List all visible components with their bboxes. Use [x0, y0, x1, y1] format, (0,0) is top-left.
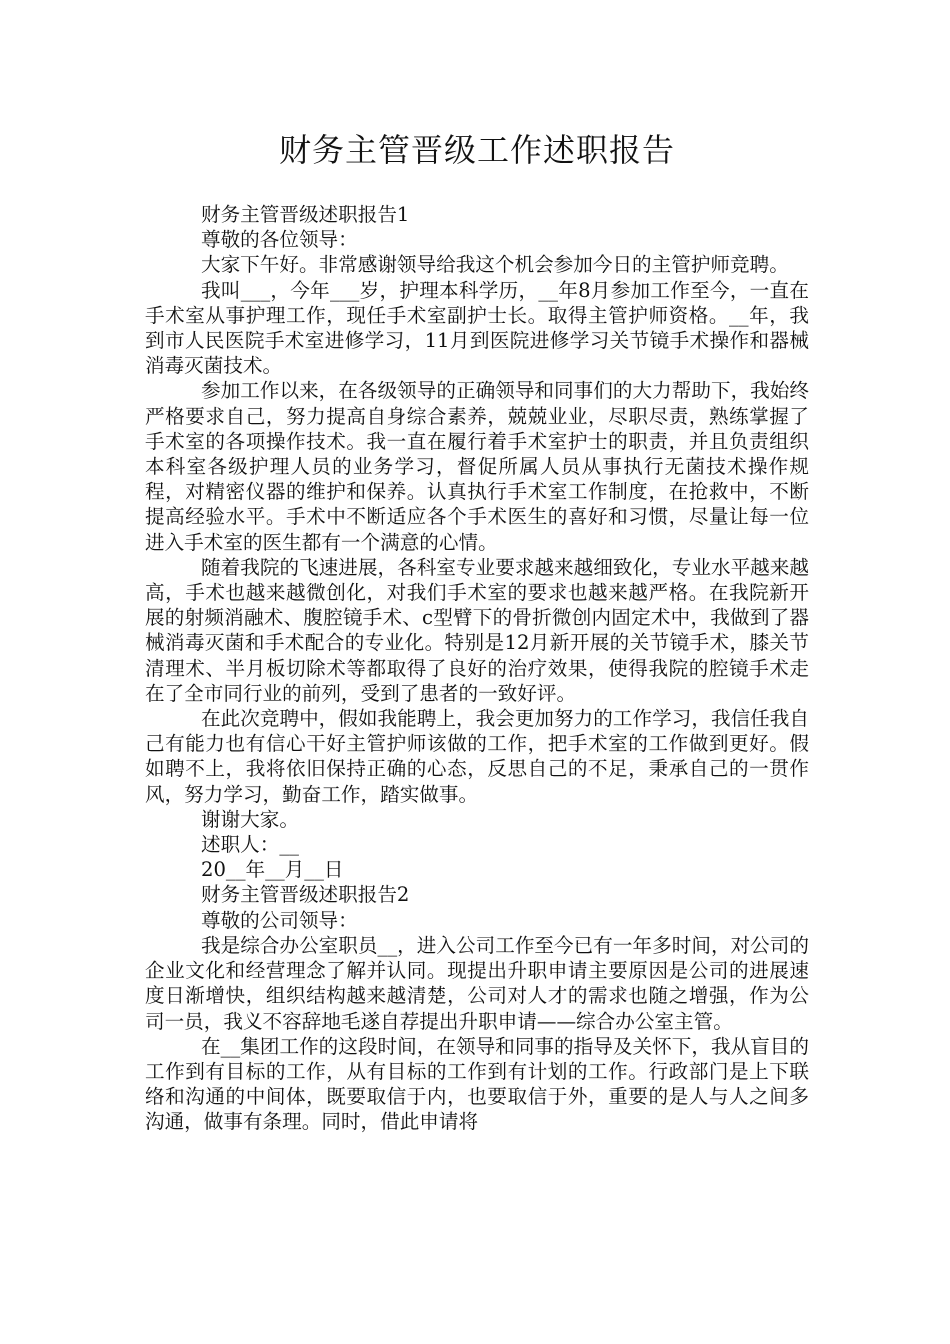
- paragraph: 我叫___，今年___岁，护理本科学历，__年8月参加工作至今，一直在手术室从事护理工作，现任手术室副护士长。取得主管护师资格。__年，我到市人民医院手术室进修学习，11月到医院进修学习关节镜手术操作和器械消毒灭菌技术。: [145, 278, 809, 378]
- closing-thanks: 谢谢大家。: [201, 807, 299, 831]
- paragraph: 在__集团工作的这段时间，在领导和同事的指导及关怀下，我从盲目的工作到有目标的工作，从有目标的工作到有计划的工作。行政部门是上下联络和沟通的中间体，既要取信于内，也要取信于外，重要的是人与人之间多沟通，做事有条理。同时，借此申请将: [145, 1034, 809, 1134]
- date-line: 20__年__月__日: [201, 858, 344, 882]
- salutation-1: 尊敬的各位领导：: [201, 228, 358, 252]
- section-heading-2: 财务主管晋级述职报告2: [201, 883, 410, 907]
- paragraph: 在此次竞聘中，假如我能聘上，我会更加努力的工作学习，我信任我自己有能力也有信心干好主管护师该做的工作，把手术室的工作做到更好。假如聘不上，我将依旧保持正确的心态，反思自己的不足，秉承自己的一贯作风，努力学习，勤奋工作，踏实做事。: [145, 707, 809, 806]
- paragraph: 大家下午好。非常感谢领导给我这个机会参加今日的主管护师竞聘。: [201, 253, 789, 277]
- paragraph: 我是综合办公室职员__，进入公司工作至今已有一年多时间，对公司的企业文化和经营理念了解并认同。现提出升职申请主要原因是公司的进展速度日渐增快，组织结构越来越清楚，公司对人才的需求也随之增强，作为公司一员，我义不容辞地毛遂自荐提出升职申请——综合办公室主管。: [145, 933, 809, 1033]
- signature-line: 述职人：__: [201, 833, 299, 857]
- salutation-2: 尊敬的公司领导：: [201, 908, 358, 932]
- document-body: [145, 202, 809, 1135]
- section-heading-1: 财务主管晋级述职报告1: [201, 203, 410, 226]
- paragraph: 参加工作以来，在各级领导的正确领导和同事们的大力帮助下，我始终严格要求自己，努力提高自身综合素养，兢兢业业，尽职尽责，熟练掌握了手术室的各项操作技术。我一直在履行着手术室护士的职责，并且负责组织本科室各级护理人员的业务学习，督促所属人员从事执行无菌技术操作规程，对精密仪器的维护和保养。认真执行手术室工作制度，在抢救中，不断提高经验水平。手术中不断适应各个手术医生的喜好和习惯，尽量让每一位进入手术室的医生都有一个满意的心情。: [145, 379, 809, 554]
- document-page: [145, 128, 809, 1135]
- document-title: 财务主管晋级工作述职报告: [278, 131, 675, 169]
- paragraph: 随着我院的飞速进展，各科室专业要求越来越细致化，专业水平越来越高，手术也越来越微创化，对我们手术室的要求也越来越严格。在我院新开展的射频消融术、腹腔镜手术、c型臂下的骨折微创内固定术中，我做到了器械消毒灭菌和手术配合的专业化。特别是12月新开展的关节镜手术，膝关节清理术、半月板切除术等都取得了良好的治疗效果，使得我院的腔镜手术走在了全市同行业的前列，受到了患者的一致好评。: [145, 555, 809, 705]
